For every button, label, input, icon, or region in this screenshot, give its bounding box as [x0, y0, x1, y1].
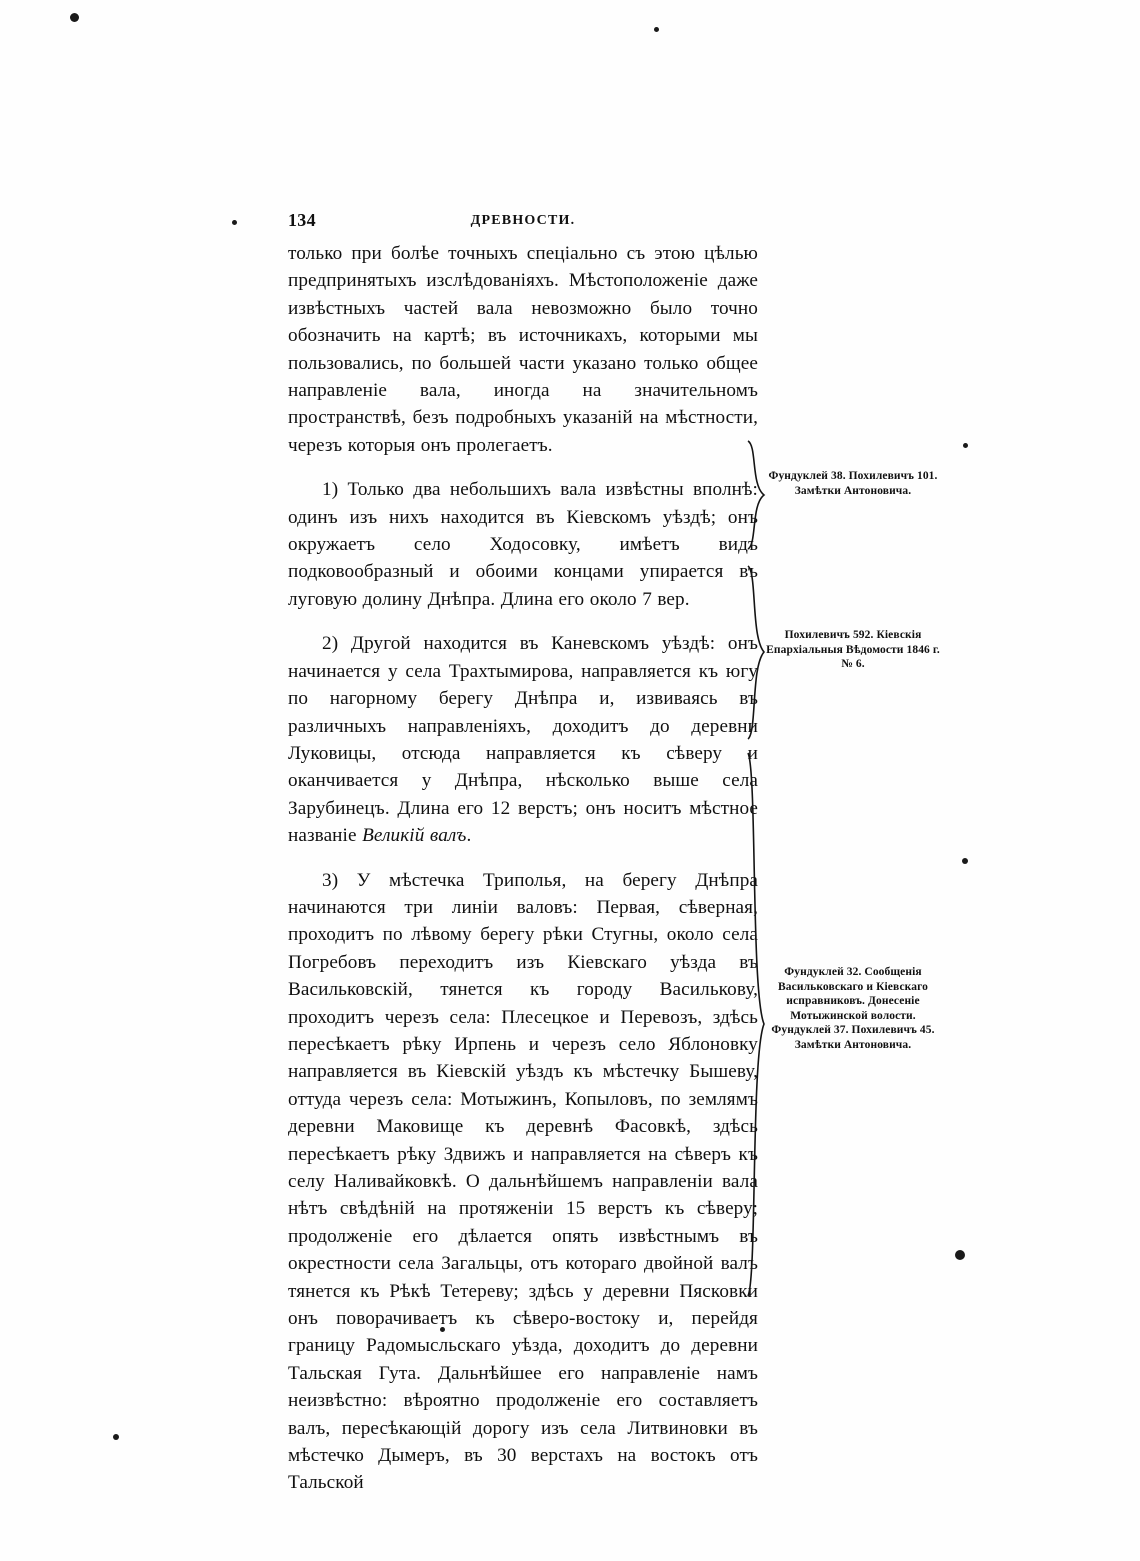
paragraph-item-3: 3) У мѣстечка Триполья, на берегу Днѣпра начинаются три линіи валовъ: Первая, сѣверная, проходитъ по лѣвому берегу рѣки Стугны, около села Погребовъ переходитъ изъ Кіевскаго уѣзда въ Васильковскій, тянется къ городу Василькову, проходитъ черезъ села: Плесецкое и Перевозъ, здѣсь пересѣкаетъ рѣку Ирпень и черезъ село Яблоновку направляется въ Кіевскій уѣздъ къ мѣстечку Бышеву, оттуда черезъ села: Мотыжинъ, Копыловъ, по землямъ деревни Маковище къ деревнѣ Фасовкѣ, здѣсь пересѣкаетъ рѣку Здвижъ и направляется на сѣверъ къ селу Наливайковкѣ. О дальнѣйшемъ направленіи вала нѣтъ свѣдѣній на протяженіи 15 верстъ къ сѣверу; продолженіе его дѣлается опять извѣстнымъ въ окрестности села Загальцы, отъ котораго двойной валъ тянется къ Рѣкѣ Тетереву; здѣсь у деревни Пясковки онъ поворачиваетъ къ сѣверо-востоку и, перейдя границу Радомысльскаго уѣзда, доходитъ до деревни Тальская Гута. Дальнѣйшее его направленіе намъ неизвѣстно: вѣроятно продолженіе его составляетъ валъ, пересѣкающій дорогу изъ села Литвиновки въ мѣстечко Дымеръ, въ 30 верстахъ на востокъ отъ Тальской: [288, 869, 758, 1494]
paragraph-item-2-text-b: .: [466, 825, 472, 847]
margin-note-2: Похилевичъ 592. Кіевскія Епархіальныя Вѣдомости 1846 г. № 6.: [766, 629, 940, 670]
speck-mark: [70, 13, 79, 22]
speck-mark: [955, 1250, 965, 1260]
paragraph-continued: только при болѣе точныхъ спеціально съ этою цѣлью предпринятыхъ изслѣдованіяхъ. Мѣстоположеніе даже извѣстныхъ частей вала невозможно было точно обозначить на картѣ; въ источникахъ, которыми мы пользовались, по большей части указано только общее направленіе вала, иногда на значительномъ пространствѣ, безъ подробныхъ указаній на мѣстности, черезъ которыя онъ пролегаетъ.: [288, 243, 758, 456]
running-title: ДРЕВНОСТИ.: [470, 213, 576, 228]
speck-mark: [654, 27, 659, 32]
speck-mark: [962, 858, 968, 864]
paragraph-item-2-text-a: 2) Другой находится въ Каневскомъ уѣздѣ: онъ начинается у села Трахтымирова, направляется къ югу по нагорному берегу Днѣпра и, извиваясь въ различныхъ направленіяхъ, доходитъ до деревни Луковицы, отсюда направляется къ сѣверу и оканчивается у Днѣпра, нѣсколько выше села Зарубинецъ. Длина его 12 верстъ; онъ носитъ мѣстное названіе: [288, 633, 758, 847]
speck-mark: [963, 443, 968, 448]
paragraph-item-2: [288, 630, 758, 849]
margin-note-1: Фундуклей 38. Похилевичъ 101. Замѣтки Антоновича.: [768, 470, 938, 497]
margin-note-3: Фундуклей 32. Сообщенія Васильковскаго и Кіевскаго исправниковъ. Донесеніе Мотыжинской волости. Фундуклей 37. Похилевичъ 45. Замѣтки Антоновича.: [771, 966, 935, 1051]
paragraph-item-1: 1) Только два небольшихъ вала извѣстны вполнѣ: одинъ изъ нихъ находится въ Кіевскомъ уѣздѣ; онъ окружаетъ село Ходосовку, имѣетъ видъ подковообразный и обоими концами упирается въ луговую долину Днѣпра. Длина его около 7 вер.: [288, 479, 758, 610]
speck-mark: [113, 1434, 119, 1440]
page-number: 134: [288, 210, 316, 230]
main-text-column: [288, 240, 758, 1497]
speck-mark: [232, 220, 237, 225]
rampart-name-italic: Великій валъ: [362, 825, 467, 847]
page-header: [288, 210, 758, 232]
